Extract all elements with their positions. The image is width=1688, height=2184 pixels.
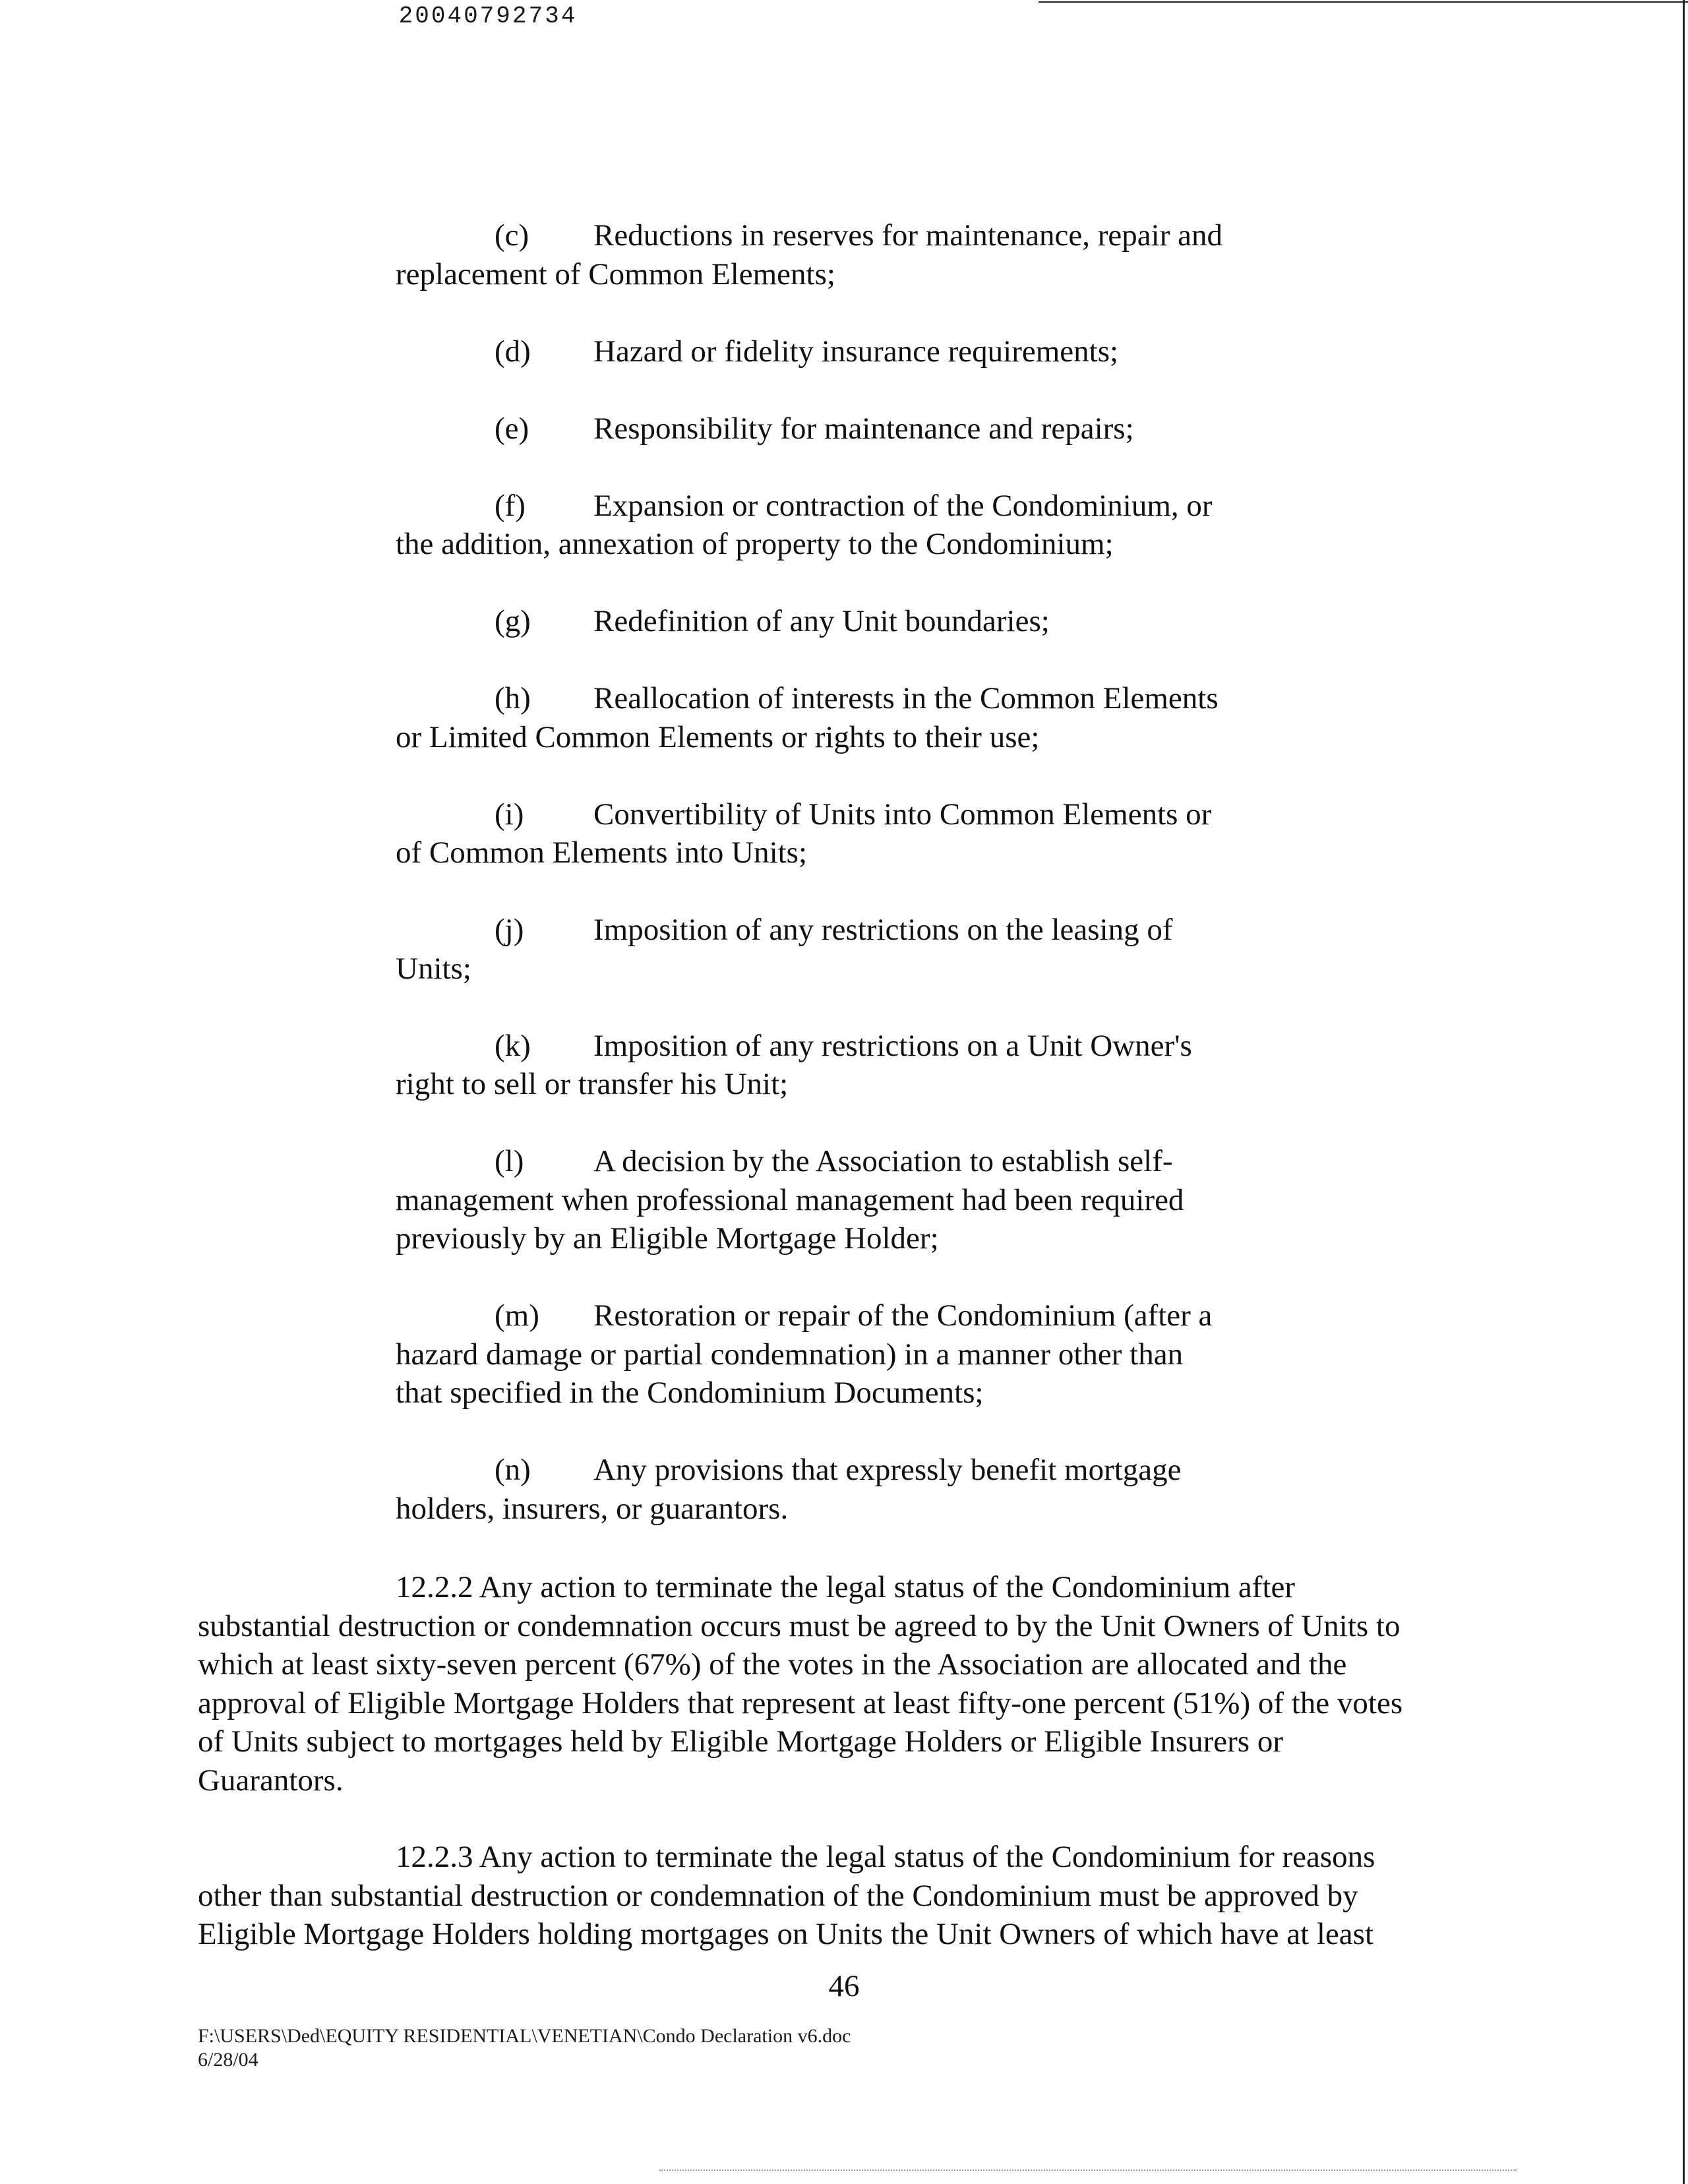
- list-item: [396, 1142, 1296, 1258]
- list-item: [396, 911, 1296, 988]
- list-item-text-line: Reallocation of interests in the Common Elements: [593, 681, 1219, 715]
- list-item-first-line: [396, 410, 1296, 448]
- footer-date: 6/28/04: [198, 2049, 258, 2071]
- list-item-text-line: the addition, annexation of property to the Condominium;: [396, 527, 1114, 561]
- list-item-text-line: right to sell or transfer his Unit;: [396, 1067, 789, 1101]
- list-item: [396, 1027, 1296, 1104]
- list-item-text-line: Any provisions that expressly benefit mortgage: [593, 1453, 1182, 1487]
- document-number: 20040792734: [398, 3, 578, 30]
- scan-artifacts: [659, 2169, 1517, 2173]
- list-item-first-line: [396, 911, 1296, 950]
- list-item-text-line: previously by an Eligible Mortgage Holder;: [396, 1221, 939, 1256]
- list-item-text-line: Redefinition of any Unit boundaries;: [593, 604, 1050, 638]
- scan-frame-top-edge: [1039, 1, 1688, 3]
- list-item-text-line: of Common Elements into Units;: [396, 835, 808, 870]
- list-item-tag: (g): [495, 604, 531, 638]
- list-item-tag: (c): [495, 218, 529, 253]
- list-item: [396, 216, 1296, 293]
- list-item-tag: (n): [495, 1453, 531, 1487]
- list-item-first-line: [396, 795, 1296, 834]
- list-item: [396, 602, 1296, 641]
- list-item-first-line: [396, 679, 1296, 718]
- list-item: [396, 679, 1296, 756]
- list-item-first-line: [396, 487, 1296, 526]
- list-item-text-line: management when professional management had been required: [396, 1182, 1184, 1217]
- list-item-tag: (d): [495, 334, 531, 369]
- paragraph-line: approval of Eligible Mortgage Holders that represent at least fifty-one percent (51%) of the votes: [198, 1685, 1403, 1720]
- list-item: [396, 487, 1296, 564]
- list-item-tag: (e): [495, 411, 529, 446]
- list-item-text-line: that specified in the Condominium Documents;: [396, 1376, 984, 1410]
- page-number: 46: [828, 1969, 860, 2003]
- list-item-tag: (h): [495, 681, 531, 715]
- list-item-text-line: or Limited Common Elements or rights to their use;: [396, 719, 1040, 754]
- list-item-first-line: [396, 1296, 1296, 1335]
- list-item-text-line: Hazard or fidelity insurance requirements;: [593, 334, 1119, 369]
- list-item-tag: (i): [495, 797, 524, 832]
- paragraph-line: 12.2.3 Any action to terminate the legal status of the Condominium for reasons: [396, 1840, 1375, 1874]
- paragraph-line: of Units subject to mortgages held by Eligible Mortgage Holders or Eligible Insurers or: [198, 1724, 1283, 1759]
- list-item: [396, 795, 1296, 872]
- list-item-text-line: hazard damage or partial condemnation) in a manner other than: [396, 1337, 1184, 1372]
- paragraph-line: other than substantial destruction or condemnation of the Condominium must be approved by: [198, 1878, 1358, 1913]
- list-item-text-line: Convertibility of Units into Common Elements or: [593, 797, 1212, 832]
- paragraph-line: which at least sixty-seven percent (67%) of the votes in the Association are allocated and the: [198, 1647, 1347, 1682]
- list-item-text-line: Imposition of any restrictions on the leasing of: [593, 913, 1173, 947]
- paragraph-12-2-3: [198, 1838, 1493, 1954]
- list-item-text-line: Responsibility for maintenance and repairs;: [593, 411, 1134, 446]
- scan-frame-right-edge: [1683, 0, 1685, 2184]
- list-item: [396, 1451, 1296, 1528]
- list-item-text-line: Restoration or repair of the Condominium (after a: [593, 1298, 1213, 1333]
- paragraph-12-2-2: [198, 1568, 1493, 1800]
- list-item-text-line: Units;: [396, 951, 471, 986]
- list-item-first-line: [396, 602, 1296, 641]
- list-item: [396, 1296, 1296, 1412]
- list-item-text-line: Reductions in reserves for maintenance, repair and: [593, 218, 1222, 253]
- footer-file-path: F:\USERS\Ded\EQUITY RESIDENTIAL\VENETIAN\Condo Declaration v6.doc: [198, 2025, 851, 2047]
- list-item-first-line: [396, 1142, 1296, 1181]
- list-item-first-line: [396, 1027, 1296, 1066]
- enumerated-list: [396, 216, 1296, 1567]
- list-item: [396, 410, 1296, 448]
- list-item-text-line: A decision by the Association to establish self-: [593, 1144, 1173, 1178]
- paragraph-line: Guarantors.: [198, 1763, 344, 1798]
- paragraph-line: 12.2.2 Any action to terminate the legal status of the Condominium after: [396, 1570, 1296, 1604]
- list-item-first-line: [396, 1451, 1296, 1490]
- list-item-text-line: holders, insurers, or guarantors.: [396, 1491, 789, 1526]
- list-item-tag: (m): [495, 1298, 539, 1333]
- list-item-first-line: [396, 216, 1296, 255]
- footer: [198, 2024, 851, 2072]
- list-item-text-line: replacement of Common Elements;: [396, 257, 835, 291]
- list-item-tag: (k): [495, 1028, 531, 1063]
- paragraph-line: substantial destruction or condemnation occurs must be agreed to by the Unit Owners of Units to: [198, 1608, 1401, 1643]
- list-item-tag: (j): [495, 913, 524, 947]
- list-item: [396, 332, 1296, 371]
- list-item-tag: (f): [495, 488, 526, 523]
- list-item-tag: (l): [495, 1144, 524, 1178]
- list-item-text-line: Expansion or contraction of the Condominium, or: [593, 488, 1213, 523]
- paragraph-line: Eligible Mortgage Holders holding mortgages on Units the Unit Owners of which have at least: [198, 1917, 1374, 1951]
- list-item-text-line: Imposition of any restrictions on a Unit Owner's: [593, 1028, 1192, 1063]
- list-item-first-line: [396, 332, 1296, 371]
